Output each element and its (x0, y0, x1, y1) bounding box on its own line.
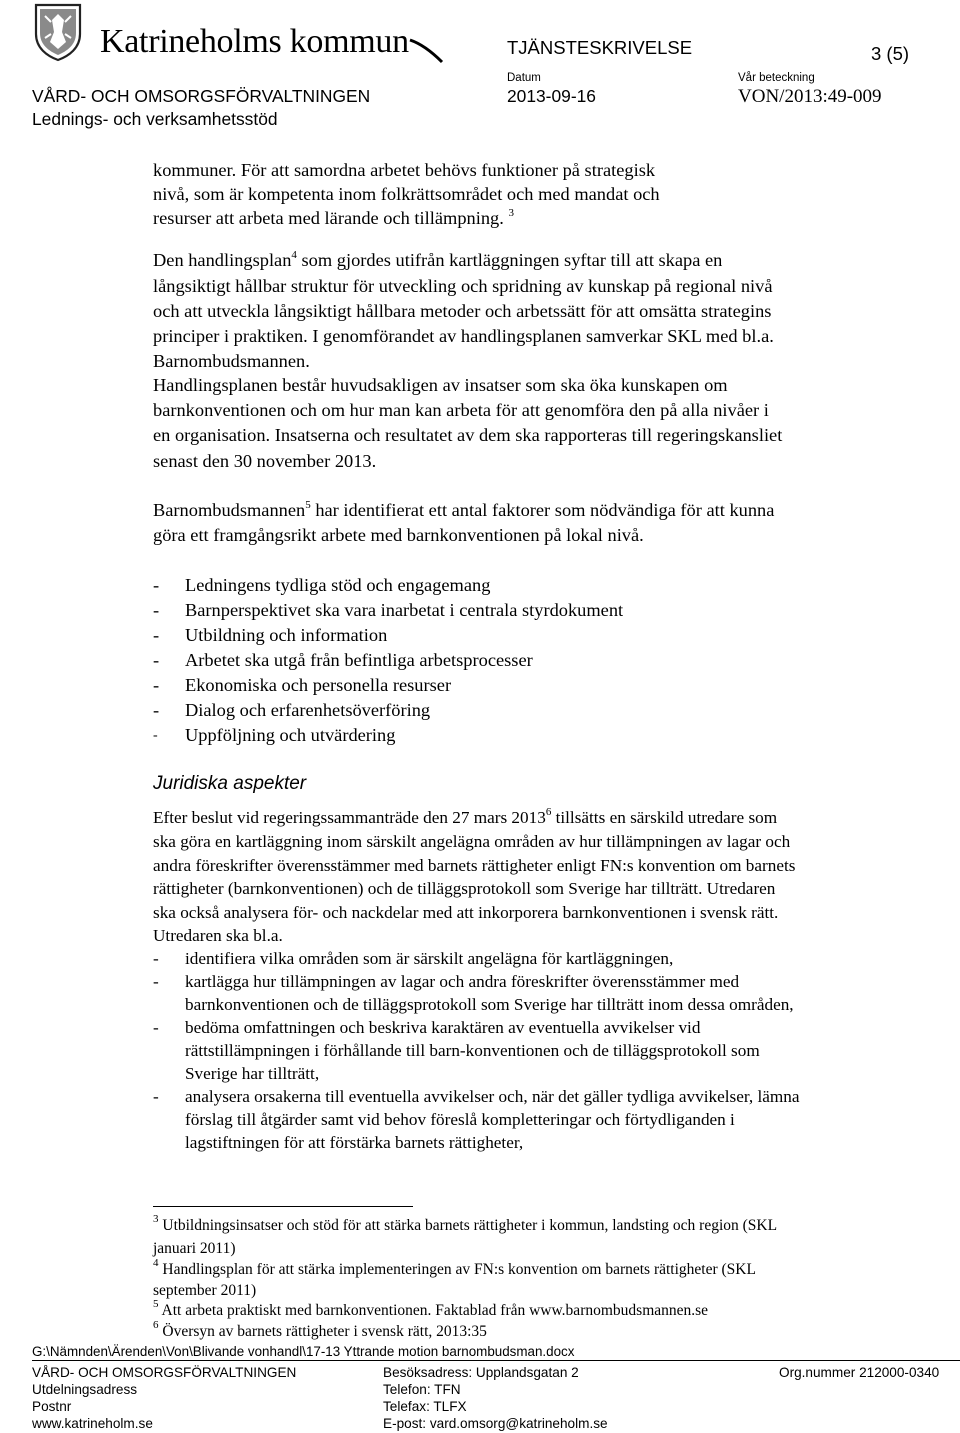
plan-line: en organisation. Insatserna och resultatet av dem ska rapporteras till regeringskansliet (153, 425, 783, 445)
footnote (153, 1298, 709, 1321)
doc-type: TJÄNSTESKRIVELSE (507, 37, 693, 58)
list-item: Utbildning och information (185, 625, 388, 645)
list-item: Ekonomiska och personella resurser (185, 675, 452, 695)
footnote (153, 1213, 778, 1236)
footnote (153, 1319, 487, 1342)
footnote-number: 4 (153, 1257, 159, 1269)
list-item-line: Sverige har tillträtt, (185, 1064, 320, 1083)
plan-line: och att utveckla långsiktigt hållbara metoder och arbetssätt för att omsätta strategins (153, 301, 772, 321)
footer-email: E-post: vard.omsorg@katrineholm.se (383, 1416, 608, 1431)
plan-line: Barnombudsmannen. (153, 351, 310, 371)
footnote-text: Handlingsplan för att stärka implementeringen av FN:s konvention om barnets rättigheter (SKL (162, 1261, 756, 1278)
plan-line: barnkonventionen och om hur man kan arbeta för att genomföra den på alla nivåer i (153, 400, 769, 420)
legal-line: rättigheter (barnkonventionen) och de tilläggsprotokoll som Sverige har tillträtt. Utredaren (153, 879, 776, 898)
footnote-number: 3 (153, 1213, 159, 1225)
list-item: Barnperspektivet ska vara inarbetat i centrala styrdokument (185, 600, 624, 620)
list-item: Uppföljning och utvärdering (185, 725, 396, 745)
list-item-line: lagstiftningen för att förstärka barnets rättigheter, (185, 1133, 524, 1152)
date-value: 2013-09-16 (507, 86, 596, 106)
footnote-ref: 5 (305, 499, 311, 511)
list-dash: - (153, 650, 160, 670)
footer-rule (32, 1360, 960, 1361)
intro-line (153, 206, 514, 231)
intro-line: kommuner. För att samordna arbetet behövs funktioner på strategisk (153, 160, 656, 180)
footnote-text: Översyn av barnets rättigheter i svensk rätt, 2013:35 (162, 1323, 487, 1340)
footer-phone: Telefon: TFN (383, 1382, 461, 1397)
intro-line: nivå, som är kompetenta inom folkrättsområdet och med mandat och (153, 184, 660, 204)
legal-text: Efter beslut vid regeringssammanträde den 27 mars 2013 (153, 808, 546, 827)
footnote-number: 6 (153, 1319, 159, 1331)
list-dash: - (153, 972, 159, 991)
list-dash: - (153, 949, 159, 968)
plan-line: Handlingsplanen består huvudsakligen av insatser som ska öka kunskapen om (153, 375, 728, 395)
reference-label: Vår beteckning (738, 72, 815, 84)
list-item: Dialog och erfarenhetsöverföring (185, 700, 431, 720)
footer-website: www.katrineholm.se (32, 1416, 153, 1431)
footer-postal-code: Postnr (32, 1399, 72, 1414)
list-item-line: kartlägga hur tillämpningen av lagar och andra föreskrifter överensstämmer med (185, 972, 740, 991)
list-dash: - (153, 625, 160, 645)
list-dash: - (153, 728, 158, 743)
footer-department: VÅRD- OCH OMSORGSFÖRVALTNINGEN (32, 1365, 297, 1380)
list-dash: - (153, 675, 160, 695)
legal-line: ska göra en kartläggning inom särskilt angelägna områden av hur tillämpningen av lagar och (153, 832, 791, 851)
factors-text: har identifierat ett antal faktorer som nödvändiga för att kunna (310, 500, 775, 520)
page-number: 3 (5) (871, 43, 910, 64)
plan-line: senast den 30 november 2013. (153, 451, 377, 471)
footnote-text: Utbildningsinsatser och stöd för att stärka barnets rättigheter i kommun, landsting och region (SKL (162, 1217, 778, 1234)
footer-postal-address: Utdelningsadress (32, 1382, 138, 1397)
list-dash: - (153, 575, 160, 595)
section-heading: Juridiska aspekter (153, 773, 307, 794)
legal-line: ska också analysera för- och nackdelar med att inkorporera barnkonventionen i svensk rätt. (153, 903, 779, 922)
legal-line: Utredaren ska bl.a. (153, 926, 283, 945)
org-name: Katrineholms kommun (100, 23, 409, 60)
footnote (153, 1257, 756, 1280)
list-item: Ledningens tydliga stöd och engagemang (185, 575, 491, 595)
list-item-line: bedöma omfattningen och beskriva karaktären av eventuella avvikelser vid (185, 1018, 701, 1037)
plan-text: som gjordes utifrån kartläggningen syftar till att skapa en (296, 250, 723, 270)
footer-org-number: Org.nummer 212000-0340 (779, 1365, 940, 1380)
unit-name: Lednings- och verksamhetsstöd (32, 109, 278, 129)
footnote-text: Att arbeta praktiskt med barnkonventionen. Faktablad från www.barnombudsmannen.se (161, 1302, 709, 1319)
plan-text: Den handlingsplan (153, 250, 292, 270)
footnote-ref: 4 (291, 249, 297, 261)
factors-line: göra ett framgångsrikt arbete med barnkonventionen på lokal nivå. (153, 525, 644, 545)
list-dash: - (153, 1087, 159, 1106)
footnote-ref: 3 (508, 207, 514, 219)
crest-icon (33, 2, 83, 62)
municipal-crest-logo (33, 2, 83, 62)
intro-line-text: resurser att arbeta med lärande och tillämpning. (153, 208, 504, 228)
plan-line: principer i praktiken. I genomförandet av handlingsplanen samverkar SKL med bl.a. (153, 326, 774, 346)
list-item-line: identifiera vilka områden som är särskilt angelägna för kartläggningen, (185, 949, 674, 968)
factors-text: Barnombudsmannen (153, 500, 306, 520)
footer-fax: Telefax: TLFX (383, 1399, 467, 1414)
list-item-line: rättstillämpningen i förhållande till barn-konventionen och de tilläggsprotokoll som (185, 1041, 760, 1060)
footnote-number: 5 (153, 1298, 159, 1310)
list-dash: - (153, 600, 160, 620)
footnote-separator (153, 1206, 413, 1207)
footnote-continuation: september 2011) (153, 1282, 257, 1299)
footnote-continuation: januari 2011) (153, 1240, 236, 1257)
footnote-ref: 6 (545, 806, 552, 818)
list-item-line: analysera orsakerna till eventuella avvikelser och, när det gäller tydliga avvikelser, lämna (185, 1087, 800, 1106)
legal-line: andra föreskrifter överensstämmer med barnets rättigheter enligt FN:s konvention om barnets (153, 856, 796, 875)
list-dash: - (153, 700, 160, 720)
list-item-line: förslag till åtgärder samt vid behov föreslå kompletteringar och förtydliganden i (185, 1110, 735, 1129)
factors-line (153, 498, 774, 523)
list-item-line: barnkonventionen och de tilläggsprotokoll som Sverige har tillträtt inom dessa områden, (185, 995, 794, 1014)
legal-line (153, 806, 777, 829)
list-item: Arbetet ska utgå från befintliga arbetsprocesser (185, 650, 533, 670)
file-path: G:\Nämnden\Ärenden\Von\Blivande vonhandl\17-13 Yttrande motion barnombudsman.docx (32, 1344, 575, 1359)
department-name: VÅRD- OCH OMSORGSFÖRVALTNINGEN (32, 86, 371, 106)
reference-value: VON/2013:49-009 (738, 86, 882, 107)
plan-line: långsiktigt hållbar struktur för utveckling och spridning av kunskap på regional nivå (153, 276, 773, 296)
plan-line (153, 248, 722, 273)
legal-text: tillsätts en särskild utredare som (551, 808, 778, 827)
date-label: Datum (507, 72, 541, 84)
header-swoosh (408, 38, 444, 69)
list-dash: - (153, 1018, 159, 1037)
footer-visit-address: Besöksadress: Upplandsgatan 2 (383, 1365, 579, 1380)
